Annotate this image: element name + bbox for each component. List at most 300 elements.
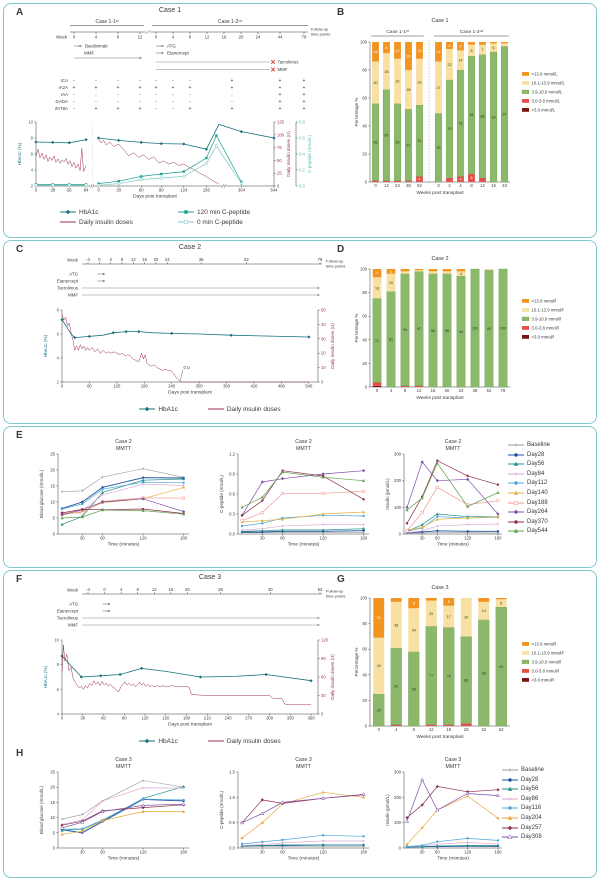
svg-text:75: 75: [277, 145, 282, 151]
timeline-case1-svg: [14, 17, 340, 119]
svg-text:5: 5: [52, 515, 55, 521]
svg-text:6: 6: [56, 331, 59, 337]
svg-text:+: +: [230, 106, 234, 112]
svg-text:MMF: MMF: [68, 622, 78, 628]
svg-text:15: 15: [50, 799, 55, 805]
svg-text:68: 68: [464, 678, 469, 683]
panel-e-insulin-chart: [378, 436, 508, 558]
svg-text:time points: time points: [326, 263, 346, 269]
svg-text:Time (minutes): Time (minutes): [437, 542, 469, 548]
svg-text:4: 4: [119, 587, 123, 592]
svg-text:0.8: 0.8: [299, 119, 305, 125]
svg-text:120: 120: [141, 715, 149, 721]
svg-text:8: 8: [188, 34, 192, 40]
svg-text:ATG: ATG: [69, 601, 78, 607]
svg-text:0.9: 0.9: [229, 471, 235, 477]
svg-text:4: 4: [109, 257, 112, 262]
svg-text:+: +: [188, 85, 192, 91]
legend-item: Day112: [508, 479, 550, 487]
svg-text:540: 540: [305, 383, 313, 389]
svg-text:28: 28: [406, 88, 411, 92]
svg-text:Time (minutes): Time (minutes): [437, 856, 469, 862]
svg-text:+: +: [94, 85, 98, 91]
svg-text:3.0-3.8 mmol/l: 3.0-3.8 mmol/l: [531, 325, 559, 331]
svg-text:58: 58: [411, 687, 416, 692]
svg-text:12: 12: [137, 34, 143, 40]
svg-text:Blood glucose (mmol/L): Blood glucose (mmol/L): [39, 469, 44, 519]
svg-text:Weeks post transplant: Weeks post transplant: [416, 735, 464, 740]
svg-text:0.0: 0.0: [229, 845, 235, 851]
svg-text:MMTT: MMTT: [296, 764, 311, 770]
svg-text:MMF: MMF: [84, 50, 95, 56]
svg-text:25: 25: [50, 451, 55, 457]
svg-text:304: 304: [237, 187, 245, 193]
svg-text:0: 0: [398, 531, 401, 537]
svg-text:55: 55: [395, 140, 400, 145]
svg-text:14: 14: [436, 50, 441, 55]
svg-text:31: 31: [376, 616, 381, 621]
legend-item: Day84: [527, 470, 545, 477]
svg-text:71: 71: [375, 338, 379, 343]
svg-text:0: 0: [52, 845, 55, 851]
panel-f-timeline: [24, 585, 364, 637]
svg-text:-: -: [189, 78, 191, 84]
svg-text:Case 1: Case 1: [431, 18, 449, 24]
svg-text:4: 4: [94, 34, 98, 40]
svg-text:+: +: [302, 92, 306, 98]
svg-text:300: 300: [266, 715, 274, 721]
svg-text:180: 180: [360, 849, 368, 855]
svg-text:60: 60: [280, 535, 285, 541]
svg-text:30: 30: [259, 535, 265, 541]
timeline-svg: [24, 255, 364, 307]
svg-text:time points: time points: [311, 31, 331, 37]
svg-text:22: 22: [447, 62, 452, 67]
svg-text:30: 30: [259, 849, 265, 855]
svg-text:-: -: [95, 99, 97, 105]
svg-text:20: 20: [321, 350, 326, 356]
svg-text:25: 25: [277, 170, 282, 176]
svg-text:40: 40: [321, 321, 326, 327]
svg-text:3.0-3.8 mmol/L: 3.0-3.8 mmol/L: [531, 98, 561, 104]
svg-text:Daily insulin doses (U): Daily insulin doses (U): [330, 323, 335, 369]
svg-text:100: 100: [360, 266, 367, 272]
svg-text:-: -: [73, 106, 75, 112]
svg-text:IA2A: IA2A: [58, 85, 68, 90]
panel-a-legend: [60, 208, 310, 226]
svg-text:4: 4: [459, 183, 462, 188]
svg-text:30: 30: [79, 535, 85, 541]
svg-text:Case 3: Case 3: [295, 757, 312, 763]
svg-text:20: 20: [429, 611, 434, 616]
svg-text:70: 70: [447, 127, 452, 132]
svg-text:Daily insulin doses (U): Daily insulin doses (U): [330, 654, 335, 700]
svg-text:80: 80: [362, 621, 367, 627]
svg-text:0: 0: [34, 187, 38, 193]
svg-text:3.9-10.0 mmol/l: 3.9-10.0 mmol/l: [531, 659, 562, 665]
svg-text:97: 97: [417, 326, 421, 331]
svg-text:30: 30: [464, 615, 469, 620]
svg-text:MMF: MMF: [277, 67, 288, 72]
svg-text:GADA: GADA: [55, 99, 68, 104]
svg-text:18: 18: [375, 286, 379, 291]
panel-c-timeline: [24, 255, 364, 307]
svg-text:56: 56: [66, 187, 72, 193]
svg-text:28: 28: [50, 187, 56, 193]
svg-text:100: 100: [360, 39, 367, 45]
panel-e-glucose-chart: [32, 436, 197, 558]
svg-text:52: 52: [317, 587, 323, 592]
svg-text:125: 125: [277, 119, 284, 125]
legend-item: Baseline: [521, 767, 545, 773]
panel-h-glucose-chart: [32, 754, 197, 870]
svg-text:Percentage %: Percentage %: [354, 647, 359, 677]
svg-text:10: 10: [50, 499, 55, 505]
svg-text:8: 8: [116, 34, 120, 40]
svg-text:HbA1c (%): HbA1c (%): [43, 665, 48, 689]
svg-text:6: 6: [30, 151, 33, 157]
legend-item: Day116: [502, 804, 544, 812]
panel-f-chart: [36, 636, 346, 736]
svg-text:MMTT: MMTT: [296, 446, 311, 452]
svg-text:MMF: MMF: [68, 292, 78, 298]
panel-b-chart: [340, 12, 592, 212]
svg-text:+: +: [138, 106, 142, 112]
svg-text:30: 30: [80, 715, 86, 721]
svg-text:Basiliximab: Basiliximab: [85, 43, 108, 49]
chart-B-svg: [340, 12, 592, 212]
panel-a-timeline: [14, 17, 340, 119]
svg-text:+: +: [116, 106, 120, 112]
svg-text:36: 36: [394, 623, 399, 628]
svg-text:42: 42: [481, 727, 487, 732]
svg-text:IAA: IAA: [60, 92, 68, 97]
svg-text:33: 33: [417, 80, 422, 85]
svg-text:-: -: [155, 78, 157, 84]
svg-text:80: 80: [362, 290, 367, 296]
svg-text:40: 40: [362, 337, 367, 343]
svg-text:Days post transplant: Days post transplant: [133, 194, 177, 200]
svg-text:330: 330: [286, 715, 294, 721]
svg-text:10: 10: [54, 637, 59, 643]
svg-text:96: 96: [431, 328, 435, 333]
panel-label-b: B: [337, 7, 345, 18]
svg-text:0: 0: [375, 388, 379, 393]
svg-text:360: 360: [307, 715, 315, 721]
svg-text:83: 83: [481, 671, 486, 676]
svg-text:15: 15: [389, 280, 393, 285]
svg-text:-: -: [231, 92, 233, 98]
svg-text:0.5: 0.5: [229, 820, 235, 826]
svg-text:Case 1-1ˢᵗ: Case 1-1ˢᵗ: [95, 19, 119, 25]
svg-text:+: +: [230, 78, 234, 84]
svg-text:90: 90: [158, 187, 164, 193]
svg-text:Insulin (pmol/L): Insulin (pmol/L): [385, 478, 390, 510]
svg-text:76: 76: [446, 674, 451, 679]
legend-item: HbA1c: [60, 208, 178, 216]
svg-text:0: 0: [321, 711, 324, 717]
svg-text:Case 1-2ⁿᵈ: Case 1-2ⁿᵈ: [459, 30, 484, 35]
svg-text:6: 6: [492, 46, 495, 50]
svg-text:20: 20: [50, 784, 55, 790]
svg-text:Weeks post transplant: Weeks post transplant: [416, 191, 464, 196]
svg-text:30: 30: [79, 849, 85, 855]
panel-c-legend: [70, 405, 350, 413]
svg-text:20: 20: [362, 360, 367, 366]
svg-text:-4: -4: [86, 257, 90, 262]
svg-text:80: 80: [362, 67, 367, 73]
svg-text:>13.9 mmol/L: >13.9 mmol/L: [531, 71, 558, 77]
svg-text:51: 51: [406, 143, 411, 148]
svg-text:-: -: [139, 78, 141, 84]
panel-e-legend: [508, 441, 550, 535]
svg-text:20: 20: [362, 697, 367, 703]
svg-text:Case 2: Case 2: [115, 439, 132, 445]
legend-item: Baseline: [527, 442, 551, 448]
svg-text:52: 52: [244, 257, 249, 262]
svg-text:180: 180: [360, 535, 368, 541]
svg-text:52: 52: [498, 727, 504, 732]
svg-text:12: 12: [428, 727, 434, 732]
svg-text:10.1-13.9 mmol/L: 10.1-13.9 mmol/L: [531, 80, 565, 86]
svg-text:2: 2: [56, 379, 59, 385]
svg-text:8: 8: [412, 601, 415, 606]
svg-text:Follow-up: Follow-up: [326, 588, 344, 594]
svg-text:180: 180: [180, 535, 188, 541]
svg-text:+: +: [94, 106, 98, 112]
svg-text:ATG: ATG: [69, 271, 78, 277]
svg-text:0: 0: [364, 179, 367, 185]
panel-a-title: Case 1: [158, 7, 182, 14]
legend-item: HbA1c: [139, 737, 178, 745]
svg-text:14: 14: [458, 58, 463, 63]
timeline-svg: [24, 585, 364, 637]
svg-text:97: 97: [502, 112, 507, 117]
svg-text:+: +: [116, 85, 120, 91]
svg-text:180: 180: [183, 715, 191, 721]
svg-text:>13.9 mmol/l: >13.9 mmol/l: [531, 641, 557, 647]
svg-text:Etanercept: Etanercept: [56, 608, 78, 614]
svg-text:0.6: 0.6: [229, 491, 235, 497]
svg-text:420: 420: [250, 383, 258, 389]
svg-text:Daily insulin doses (U): Daily insulin doses (U): [286, 131, 291, 177]
panel-h-legend: [502, 766, 544, 841]
svg-text:96: 96: [445, 328, 449, 333]
svg-text:0: 0: [277, 183, 280, 189]
svg-text:60: 60: [101, 715, 106, 721]
svg-text:240: 240: [224, 715, 232, 721]
svg-text:-: -: [95, 78, 97, 84]
svg-text:94: 94: [459, 329, 463, 334]
svg-text:+: +: [278, 92, 282, 98]
svg-text:Case 1-2ⁿᵈ: Case 1-2ⁿᵈ: [218, 19, 242, 25]
svg-text:+: +: [302, 99, 306, 105]
svg-text:4: 4: [171, 34, 175, 40]
chart-H1-svg: [32, 754, 197, 870]
svg-text:60: 60: [435, 849, 440, 855]
svg-text:90: 90: [121, 715, 127, 721]
svg-text:Tacrolimus: Tacrolimus: [57, 615, 78, 621]
svg-text:12: 12: [416, 388, 422, 393]
svg-text:+: +: [138, 85, 142, 91]
svg-text:120: 120: [464, 849, 472, 855]
svg-text:-: -: [73, 92, 75, 98]
chart-D-svg: [340, 251, 592, 416]
svg-text:+: +: [302, 78, 306, 84]
chart-H3-svg: [378, 754, 508, 870]
svg-text:ICA: ICA: [60, 78, 68, 83]
svg-text:270: 270: [245, 715, 253, 721]
svg-text:C-peptide (nmol/L): C-peptide (nmol/L): [219, 790, 224, 830]
svg-text:8: 8: [56, 662, 59, 668]
svg-text:20: 20: [153, 257, 159, 262]
panel-label-e: E: [16, 430, 23, 441]
svg-text:100: 100: [360, 595, 367, 601]
legend-item: HbA1c: [139, 405, 178, 413]
legend-item: 120 min C-peptide: [178, 208, 308, 216]
svg-text:20: 20: [362, 151, 367, 157]
svg-text:0: 0: [398, 845, 401, 851]
svg-text:Case 3: Case 3: [444, 757, 462, 763]
svg-text:8: 8: [136, 587, 139, 592]
svg-text:76: 76: [458, 121, 463, 126]
svg-text:4: 4: [390, 269, 392, 274]
svg-text:49: 49: [436, 146, 441, 151]
svg-text:time points: time points: [326, 593, 346, 599]
svg-text:50: 50: [277, 157, 282, 163]
svg-text:180: 180: [140, 383, 148, 389]
svg-text:50: 50: [321, 307, 326, 313]
svg-text:7: 7: [376, 271, 378, 276]
panel-f-legend: [70, 737, 350, 745]
svg-text:0: 0: [97, 187, 100, 193]
svg-text:90: 90: [321, 656, 326, 661]
svg-text:0: 0: [98, 257, 101, 262]
svg-text:20: 20: [406, 54, 411, 59]
svg-text:60: 60: [138, 187, 144, 193]
svg-text:210: 210: [203, 715, 211, 721]
svg-text:Etanercept: Etanercept: [167, 50, 189, 56]
svg-text:300: 300: [195, 383, 203, 389]
legend-item: Day544: [508, 527, 550, 535]
svg-text:25: 25: [376, 708, 381, 713]
svg-text:16: 16: [430, 388, 436, 393]
svg-text:78: 78: [301, 34, 307, 40]
svg-text:0: 0: [60, 715, 64, 721]
svg-text:-: -: [189, 92, 191, 98]
svg-text:HbA1c (%): HbA1c (%): [43, 334, 48, 358]
svg-text:Time (minutes): Time (minutes): [287, 542, 320, 548]
svg-text:8: 8: [385, 46, 388, 50]
legend-item: Day28: [508, 451, 550, 459]
svg-text:8: 8: [412, 727, 415, 732]
svg-text:16: 16: [142, 257, 147, 262]
svg-text:0: 0: [377, 727, 380, 732]
svg-text:24: 24: [164, 257, 170, 262]
svg-text:28: 28: [463, 727, 469, 732]
svg-text:+: +: [278, 99, 282, 105]
svg-text:-: -: [73, 99, 75, 105]
svg-text:8: 8: [120, 257, 124, 262]
svg-text:60: 60: [435, 535, 440, 541]
svg-text:16: 16: [168, 587, 174, 592]
svg-text:<3.0 mmol/L: <3.0 mmol/L: [531, 107, 556, 113]
svg-text:36: 36: [406, 183, 411, 188]
panel-label-c: C: [16, 244, 24, 255]
legend-item: Day188: [508, 499, 550, 507]
legend-item: Day56: [502, 785, 544, 793]
svg-text:180: 180: [180, 849, 188, 855]
chart-G-svg: [340, 580, 592, 755]
svg-text:17: 17: [446, 614, 451, 619]
svg-text:37: 37: [436, 85, 441, 90]
svg-text:93: 93: [499, 664, 504, 669]
panel-label-d: D: [337, 244, 345, 255]
svg-text:0.4: 0.4: [299, 151, 305, 157]
svg-text:30: 30: [373, 81, 378, 85]
svg-text:Follow-up: Follow-up: [326, 258, 344, 264]
svg-text:60: 60: [362, 313, 367, 319]
svg-text:15: 15: [50, 483, 55, 489]
legend-item: 0 min C-peptide: [178, 218, 308, 226]
svg-text:10.1-13.9 mmol/l: 10.1-13.9 mmol/l: [531, 307, 564, 313]
svg-text:78: 78: [500, 388, 506, 393]
svg-text:+: +: [278, 78, 282, 84]
svg-text:4: 4: [459, 177, 462, 182]
svg-text:Case 2: Case 2: [431, 256, 449, 262]
svg-text:0: 0: [374, 183, 377, 188]
svg-text:0.0: 0.0: [299, 183, 305, 189]
svg-text:100: 100: [472, 326, 478, 331]
svg-text:8: 8: [30, 135, 33, 141]
chart-E1-svg: [32, 436, 197, 558]
svg-text:MMTT: MMTT: [116, 764, 131, 770]
svg-text:60: 60: [362, 95, 367, 101]
svg-text:0: 0: [154, 34, 158, 40]
svg-text:8: 8: [470, 183, 473, 188]
svg-text:+: +: [278, 85, 282, 91]
svg-text:4: 4: [389, 388, 393, 393]
legend-item: Daily insulin doses: [226, 737, 281, 745]
svg-text:51: 51: [417, 139, 422, 144]
svg-text:40: 40: [362, 123, 367, 129]
svg-text:0: 0: [364, 723, 367, 729]
svg-text:0: 0: [321, 379, 324, 385]
svg-text:120: 120: [319, 535, 327, 541]
svg-text:0.3: 0.3: [229, 511, 235, 517]
svg-text:10: 10: [50, 815, 55, 821]
panel-label-a: A: [16, 7, 24, 18]
svg-text:0: 0: [72, 34, 76, 40]
svg-text:C-peptide (nmol/L): C-peptide (nmol/L): [219, 474, 224, 514]
svg-text:30: 30: [419, 849, 425, 855]
svg-text:Percentage %: Percentage %: [354, 97, 359, 127]
svg-text:ATG: ATG: [167, 43, 176, 49]
panel-f-title: Case 3: [198, 574, 222, 581]
svg-text:34: 34: [411, 628, 416, 633]
panel-c-chart: [36, 306, 346, 404]
svg-text:4: 4: [56, 355, 59, 361]
svg-text:30: 30: [321, 336, 326, 342]
svg-text:4: 4: [395, 727, 398, 732]
svg-text:3.9-10.0 mmol/l: 3.9-10.0 mmol/l: [531, 316, 562, 322]
svg-text:100: 100: [394, 504, 401, 510]
legend-item: Day86: [521, 795, 539, 802]
svg-text:120: 120: [321, 637, 328, 643]
svg-text:6: 6: [447, 600, 450, 605]
svg-text:124: 124: [180, 187, 188, 193]
svg-text:-: -: [231, 99, 233, 105]
